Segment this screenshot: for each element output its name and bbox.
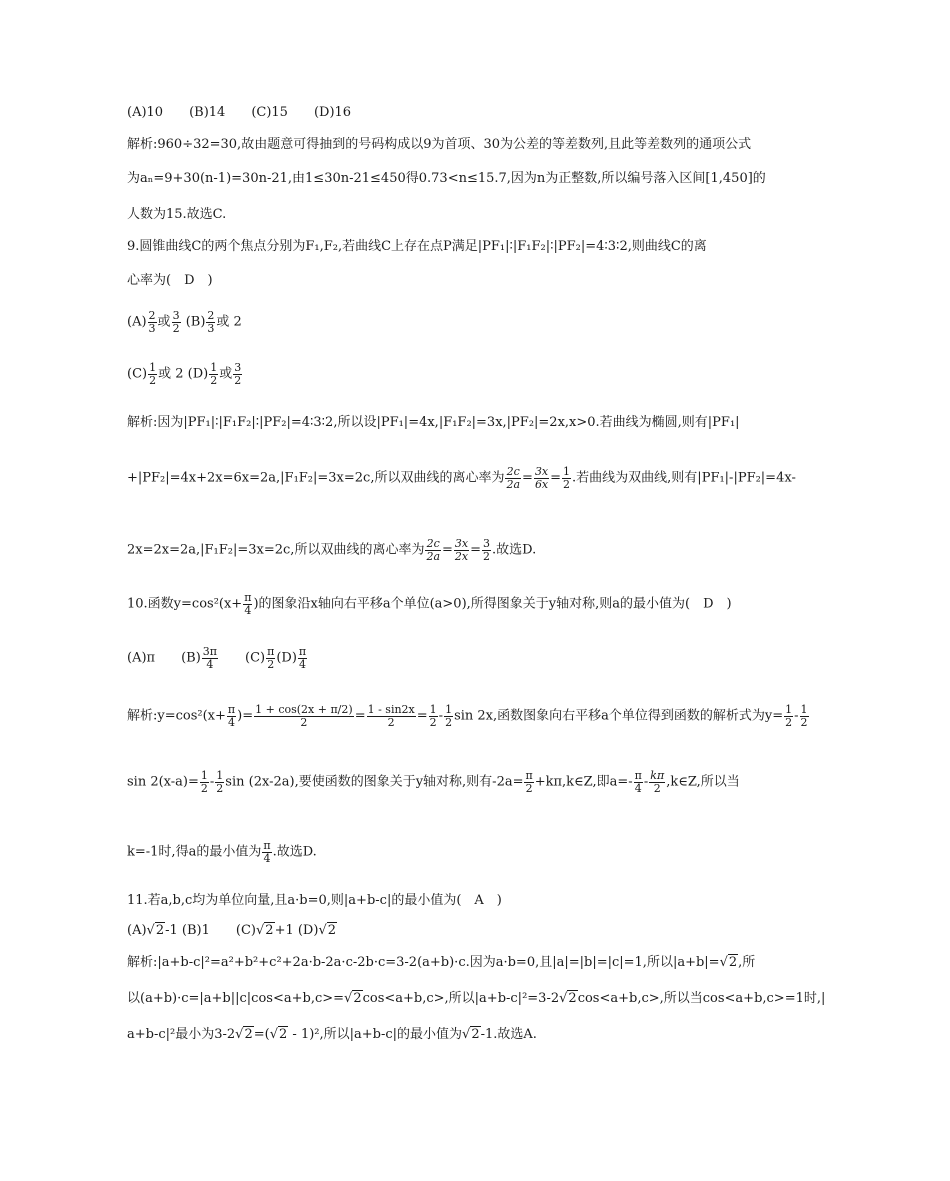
text: sin 2x,函数图象向右平移a个单位得到函数的解析式为y= (454, 708, 784, 724)
fraction: $\frac{1}{2}$ (149, 361, 157, 387)
text: (A) (127, 314, 147, 330)
text: 或 2 (D) (158, 366, 209, 382)
solution-9c: 2x=2x=2a,|F₁F₂|=3x=2c,所以双曲线的离心率为 $\frac{2c}{2a}$ = $\frac{3x}{2x}$ = $\frac{3}{2}$ .故选D. (127, 537, 537, 563)
line-solution-8c: 人数为15.故选C. (127, 207, 227, 222)
fraction: $\frac{3x}{6x}$ (534, 465, 549, 491)
text: )= (237, 708, 254, 724)
fraction: $\frac{\pi}{4}$ (244, 591, 252, 617)
text: (C) (219, 650, 266, 666)
text: -1 (B)1 (C) (165, 923, 256, 938)
solution-9b: +|PF₂|=4x+2x=6x=2a,|F₁F₂|=3x=2c,所以双曲线的离心率为 $\frac{2c}{2a}$ = $\frac{3x}{6x}$ = $\frac{1}{2}$ .若曲线为双曲线,则有|PF₁|-|PF₂|=4x- (127, 465, 796, 491)
text: ,所 (738, 955, 756, 970)
text: 解析:y=cos²(x+ (127, 708, 226, 724)
text: - (794, 708, 799, 724)
sqrt-symbol: √2 (344, 991, 362, 1006)
text: -1.故选A. (480, 1027, 537, 1042)
fraction: $\frac{2c}{2a}$ (426, 537, 441, 563)
fraction: $\frac{1}{2}$ (429, 703, 437, 729)
line-solution-8b: 为aₙ=9+30(n-1)=30n-21,由1≤30n-21≤450得0.73<n≤15.7,因为n为正整数,所以编号落入区间[1,450]的 (127, 171, 766, 186)
fraction: $\frac{\pi}{4}$ (227, 703, 236, 729)
text: ,k∈Z,所以当 (666, 774, 740, 790)
fraction: $\frac{\pi}{4}$ (298, 645, 307, 671)
fraction: $\frac{\pi}{2}$ (525, 769, 533, 795)
solution-10c (127, 840, 317, 864)
fraction: $\frac{k\pi}{2}$ (650, 769, 665, 795)
question-9-options-cd (127, 362, 243, 386)
fraction: $\frac{1 + \cos(2x + \pi/2)}{2}$ (255, 703, 353, 729)
solution-10a: 解析:y=cos²(x+ $\frac{\pi}{4}$ )= $\frac{1 + \cos(2x + \pi/2)}{2}$ = $\frac{1 - \sin 2x}{2}$ = $\frac{1}{2}$ - $\frac{1}{2}$ sin 2x,函数图象向右平移a个单位得到函数的解析式为y= $\frac{1}{2}$ - $\frac{1}{2}$ (127, 703, 808, 729)
text: 以(a+b)·c=|a+b||c|cos<a+b,c>= (127, 991, 345, 1006)
sqrt-symbol: √2 (146, 923, 165, 938)
text: +kπ,k∈Z,即a=- (534, 774, 633, 790)
fraction: $\frac{3\pi}{4}$ (202, 645, 218, 671)
text: .故选D. (492, 542, 537, 558)
text: k=-1时,得a的最小值为 (127, 844, 262, 860)
fraction: $\frac{3}{2}$ (172, 309, 180, 335)
text: .若曲线为双曲线,则有|PF₁|-|PF₂|=4x- (572, 470, 796, 486)
fraction: $\frac{1}{2}$ (563, 465, 571, 491)
sqrt-symbol: √2 (255, 923, 274, 938)
sqrt-symbol: √2 (269, 1027, 288, 1042)
solution-11a (127, 954, 755, 972)
fraction: $\frac{1}{2}$ (210, 361, 218, 387)
solution-10b: sin 2(x-a)= $\frac{1}{2}$ - $\frac{1}{2}$ sin (2x-2a),要使函数的图象关于y轴对称,则有-2a= $\frac{\pi}{2}$ +kπ,k∈Z,即a=- $\frac{\pi}{4}$ - $\frac{k\pi}{2}$ ,k∈Z,所以当 (127, 769, 740, 795)
question-9-options-ab (127, 310, 242, 334)
text: .故选D. (272, 844, 317, 860)
text: cos<a+b,c>,所以|a+b-c|²=3-2 (362, 991, 560, 1006)
text: sin (2x-2a),要使函数的图象关于y轴对称,则有-2a= (225, 774, 524, 790)
fraction: $\frac{\pi}{4}$ (634, 769, 642, 795)
solution-11c (127, 1026, 537, 1044)
text: 或 (219, 366, 233, 382)
fraction: $\frac{1}{2}$ (216, 769, 224, 795)
text: )的图象沿x轴向右平移a个单位(a>0),所得图象关于y轴对称,则a的最小值为( D ) (253, 596, 732, 612)
fraction: $\frac{3x}{2x}$ (454, 537, 469, 563)
text: (D) (276, 650, 297, 666)
sqrt-symbol: √2 (462, 1027, 480, 1042)
fraction: $\frac{1}{2}$ (445, 703, 453, 729)
text: 或 2 (216, 314, 242, 330)
fraction: $\frac{1}{2}$ (800, 703, 808, 729)
text: +1 (D) (274, 923, 319, 938)
question-9-stem: 9.圆锥曲线C的两个焦点分别为F₁,F₂,若曲线C上存在点P满足|PF₁|∶|F₁F₂|∶|PF₂|=4∶3∶2,则曲线C的离 (127, 239, 707, 254)
text: a+b-c|²最小为3-2 (127, 1027, 236, 1042)
fraction: $\frac{2c}{2a}$ (506, 465, 521, 491)
fraction: $\frac{\pi}{4}$ (263, 839, 271, 865)
text: +|PF₂|=4x+2x=6x=2a,|F₁F₂|=3x=2c,所以双曲线的离心率为 (127, 470, 505, 486)
text: (B) (181, 314, 206, 330)
text: 10.函数y=cos²(x+ (127, 596, 243, 612)
text: cos<a+b,c>,所以当cos<a+b,c>=1时,| (577, 991, 826, 1006)
sqrt-symbol: √2 (559, 991, 577, 1006)
text: - 1)²,所以|a+b-c|的最小值为 (288, 1027, 463, 1042)
line-solution-8a: 解析:960÷32=30,故由题意可得抽到的号码构成以9为首项、30为公差的等差数列,且此等差数列的通项公式 (127, 137, 752, 152)
text: (A) (127, 923, 147, 938)
solution-11b (127, 990, 825, 1008)
fraction: $\frac{3}{2}$ (234, 361, 242, 387)
question-11-options (127, 922, 337, 940)
text: =( (253, 1027, 270, 1042)
question-10-stem (127, 592, 732, 616)
line-options-8: (A)10 (B)14 (C)15 (D)16 (127, 105, 352, 120)
fraction: $\frac{1 - \sin 2x}{2}$ (367, 703, 415, 729)
text: - (643, 774, 649, 790)
text: (A)π (B) (127, 650, 201, 666)
text: 或 (157, 314, 171, 330)
question-10-options (127, 646, 308, 670)
fraction: $\frac{2}{3}$ (148, 309, 156, 335)
sqrt-symbol: √2 (318, 923, 337, 938)
fraction: $\frac{\pi}{2}$ (267, 645, 275, 671)
question-11-stem: 11.若a,b,c均为单位向量,且a·b=0,则|a+b-c|的最小值为( A ) (127, 893, 502, 908)
text: sin 2(x-a)= (127, 774, 199, 790)
text: (C) (127, 366, 148, 382)
fraction: $\frac{3}{2}$ (483, 537, 491, 563)
solution-9a: 解析:因为|PF₁|∶|F₁F₂|∶|PF₂|=4∶3∶2,所以设|PF₁|=4x,|F₁F₂|=3x,|PF₂|=2x,x>0.若曲线为椭圆,则有|PF₁| (127, 415, 740, 430)
question-9-stem-cont: 心率为( D ) (127, 273, 213, 288)
fraction: $\frac{2}{3}$ (207, 309, 215, 335)
fraction: $\frac{1}{2}$ (200, 769, 208, 795)
fraction: $\frac{1}{2}$ (785, 703, 793, 729)
sqrt-symbol: √2 (719, 955, 738, 970)
sqrt-symbol: √2 (235, 1027, 253, 1042)
text: 2x=2x=2a,|F₁F₂|=3x=2c,所以双曲线的离心率为 (127, 542, 425, 558)
text: 解析:|a+b-c|²=a²+b²+c²+2a·b-2a·c-2b·c=3-2(a+b)·c.因为a·b=0,且|a|=|b|=|c|=1,所以|a+b|= (127, 955, 720, 970)
